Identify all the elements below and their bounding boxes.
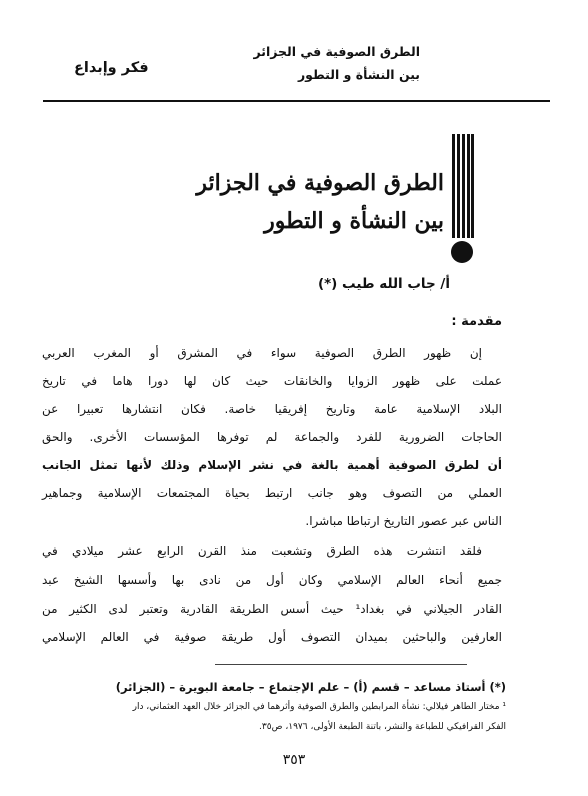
author-name: أ/ جاب الله طيب (*) [317,276,450,292]
author-footnote: (*) أستاذ مساعد – قسم (أ) – علم الإجتماع – جامعة البويرة – (الجزائر) [115,680,506,694]
body-line: العملي من التصوف وهو جانب ارتبط بحياة المجتمعات الإسلامية وجماهير [42,486,502,500]
page-number: ٣٥٣ [282,752,306,768]
decorative-bars [452,134,474,238]
footnote-divider [215,664,467,665]
section-heading: مقدمة : [451,314,502,329]
body-line: البلاد الإسلامية عامة وتاريخ إفريقيا خاصة. فكان انتشارها تعبيرا عن [42,402,502,416]
reference-footnote-line1: ¹ مختار الطاهر فيلالي: نشأة المرابطين والطرق الصوفية وأثرهما في الجزائر خلال العهد العثماني، دار [132,702,506,712]
body-line: إن ظهور الطرق الصوفية سواء في المشرق أو المغرب العربي [42,346,482,360]
running-header-line1: الطرق الصوفية في الجزائر [253,44,420,59]
body-line: أن لطرق الصوفية أهمية بالغة في نشر الإسلام وذلك لأنها تمثل الجانب [42,458,502,472]
body-line: العارفين والباحثين بميدان التصوف أول طريقة صوفية في العالم الإسلامي [42,630,502,644]
body-line: الحاجات الضرورية للفرد والجماعة لم توفرها المؤسسات الأخرى. والحق [42,430,502,444]
running-header-line2: بين النشأة و التطور [297,67,420,82]
reference-footnote-line2: الفكر القرافيكي للطباعة والنشر، باتنة الطبعة الأولى، ١٩٧٦، ص٣٥. [259,722,506,732]
body-line: الناس عبر عصور التاريخ ارتباطا مباشرا. [305,514,502,528]
header-divider [43,100,550,102]
article-title-line1: الطرق الصوفية في الجزائر [196,170,444,196]
running-header [240,40,420,86]
body-line: جميع أنحاء العالم الإسلامي وكان أول من نادى بها وأسسها الشيخ عبد [42,573,502,587]
body-line: عملت على ظهور الزوايا والخانقات حيث كان لها دورا هاما في تاريخ [42,374,502,388]
body-line: القادر الجيلاني في بغداد¹ حيث أسس الطريقة القادرية وتعتبر لدى الكثير من [42,602,502,616]
decorative-dot [451,241,473,263]
body-line: فلقد انتشرت هذه الطرق وتشعبت منذ القرن الرابع عشر ميلادي في [42,544,482,558]
journal-name: فكر وإبداع [74,60,149,76]
article-title-line2: بين النشأة و التطور [264,208,444,234]
